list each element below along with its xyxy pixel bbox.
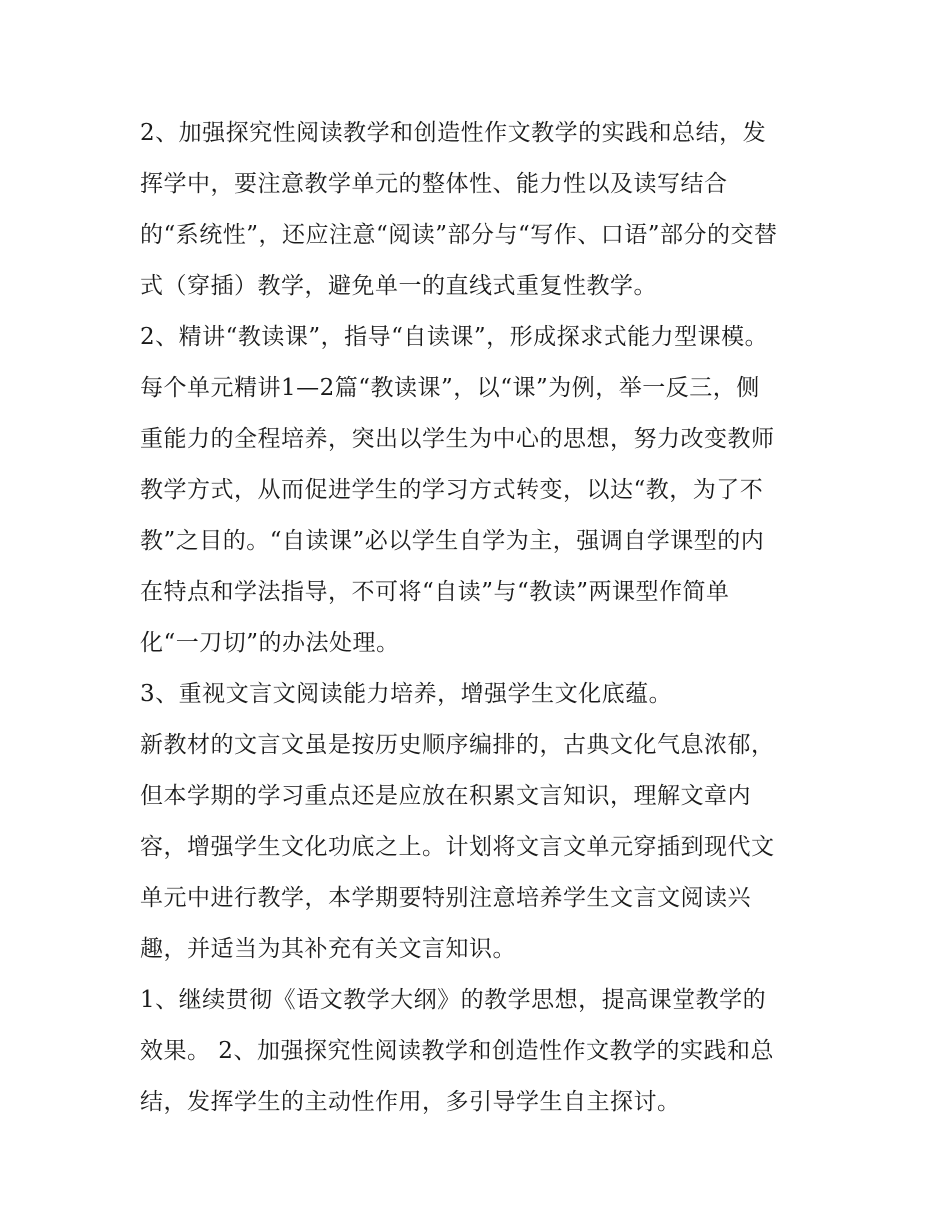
text-line: 2、精讲“教读课”，指导“自读课”，形成探求式能力型课模。 <box>140 324 769 350</box>
text-line: 效果。 2、加强探究性阅读教学和创造性作文教学的实践和总 <box>140 1038 774 1064</box>
text-line: 3、重视文言文阅读能力培养，增强学生文化底蕴。 <box>140 681 673 707</box>
text-line: 2、加强探究性阅读教学和创造性作文教学的实践和总结，发 <box>140 120 767 146</box>
text-line: 结，发挥学生的主动性作用，多引导学生自主探讨。 <box>140 1089 681 1115</box>
document-body <box>140 108 830 1128</box>
text-line: 化“一刀切”的办法处理。 <box>140 630 400 656</box>
text-line: 1、继续贯彻《语文教学大纲》的教学思想，提高课堂教学的 <box>140 987 767 1013</box>
text-line: 教学方式，从而促进学生的学习方式转变，以达“教，为了不 <box>140 477 764 503</box>
text-line: 单元中进行教学，本学期要特别注意培养学生文言文阅读兴 <box>140 885 751 911</box>
text-line: 教”之目的。“自读课”必以学生自学为主，强调自学课型的内 <box>140 528 765 554</box>
text-line: 趣，并适当为其补充有关文言知识。 <box>140 936 516 962</box>
text-line: 在特点和学法指导，不可将“自读”与“教读”两课型作简单 <box>140 579 730 605</box>
text-line: 新教材的文言文虽是按历史顺序编排的，古典文化气息浓郁， <box>140 732 775 758</box>
text-line: 容，增强学生文化功底之上。计划将文言文单元穿插到现代文 <box>140 834 775 860</box>
text-line: 重能力的全程培养，突出以学生为中心的思想，努力改变教师 <box>140 426 775 452</box>
text-line: 但本学期的学习重点还是应放在积累文言知识，理解文章内 <box>140 783 751 809</box>
text-line: 式（穿插）教学，避免单一的直线式重复性教学。 <box>140 273 657 299</box>
text-line: 挥学中，要注意教学单元的整体性、能力性以及读写结合 <box>140 171 728 197</box>
text-line: 每个单元精讲1—2篇“教读课”，以“课”为例，举一反三，侧 <box>140 375 760 401</box>
text-line: 的“系统性”，还应注意“阅读”部分与“写作、口语”部分的交替 <box>140 222 778 248</box>
